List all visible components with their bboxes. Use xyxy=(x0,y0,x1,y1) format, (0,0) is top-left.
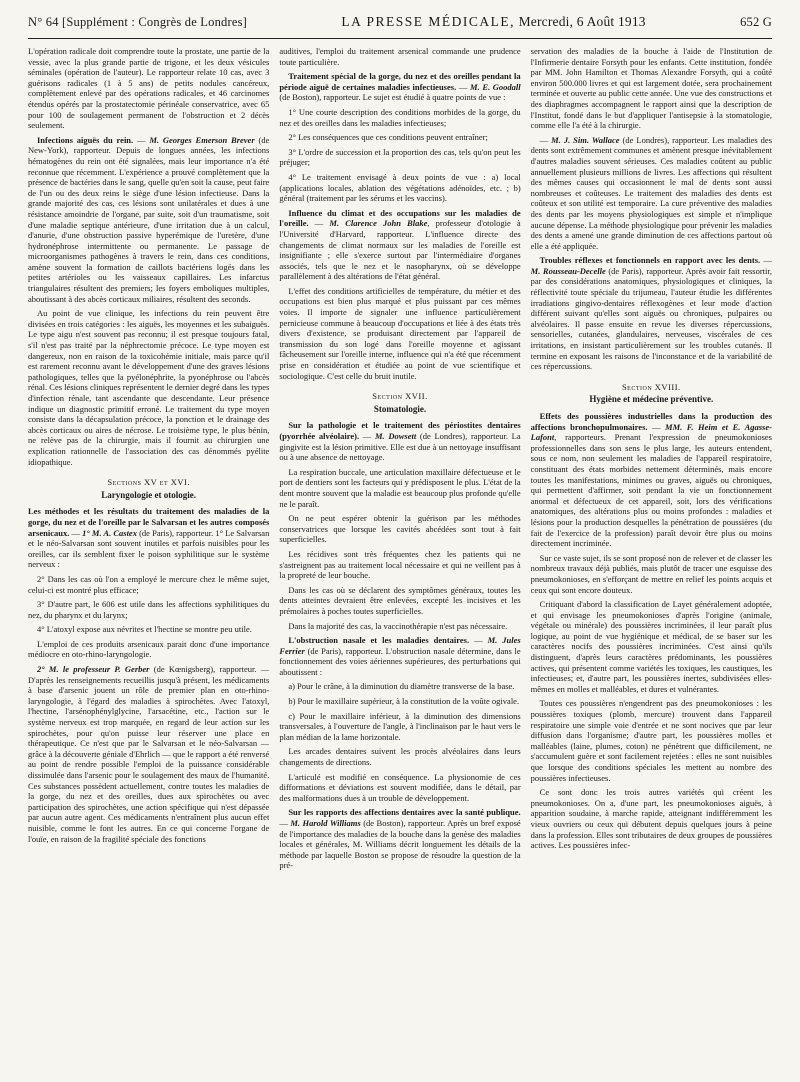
paragraph xyxy=(28,664,269,844)
author-name: MM. F. Heim et E. Agasse-Lafont xyxy=(530,421,772,443)
report-title: Les méthodes et les résultats du traitement des maladies de la gorge, du nez et de l'oreille par le Salvarsan et les autres composés arsenicaux. xyxy=(28,506,270,538)
paragraph-text: (de Paris), rapporteur. L'obstruction nasale détermine, dans le fonctionnement des voies aériennes supérieures, des perturbations qui aboutissent : xyxy=(279,645,521,677)
paragraph: Sur la pathologie et le traitement des périostites dentaires (pyorrhée alvéolaire). — M. Dowsett (de Londres), rapporteur. La gingivite est la lésion primitive. Elle est due à un nettoyage insuffisant ou à une absence de nettoyage. xyxy=(279,420,521,463)
paragraph: Infections aiguës du rein. — M. Georges Emerson Brever (de New-York), rapporteur. Depuis de longues années, les infections hématogènes du rein ont été signalées, mais leur importance n'a été reconnue que récemment. L'expérience a prouvé complètement que la présence de bactéries dans le sang, quelle qu'en soit la cause, peut faire de l'un ou des deux reins le siège d'une lésion infectieuse. Dans la grande majorité des cas, ces lésions sont unilatérales et dues à une résistance amoindrie de l'organe, par suite, soit d'un traumatisme, soit d'une maladie septique antérieure, d'une irritation due à un calcul, d'anurie, d'une obstruction passive hyperémique de l'uretère, d'une hydronéphrose intermittente ou permanente. Le passage de microorganismes pathogènes à travers le rein, dans ces conditions, amène souvent la formation de caillots bactériens logés dans les petites artérioles ou les vaisseaux capillaires. Les infarctus triangulaires résultent des premiers; les foyers emboliques multiples, aboutissant à des abcès corticaux miliaires, résultent des seconds. xyxy=(28,134,270,304)
paragraph-text: (de Boston), rapporteur. Après un bref exposé de l'importance des maladies de la bouche dans la genèse des maladies locales et générales, M. Williams décrit longuement les détails de la méthode par laquelle Boston se propose de résoudre la question de la pré- xyxy=(279,818,521,871)
report-title: Influence du climat et des occupations sur les maladies de l'oreille. xyxy=(279,207,521,229)
paragraph: 2° Dans les cas où l'on a employé le mercure chez le même sujet, celui-ci est montré plus efficace; xyxy=(28,573,270,595)
author-name: M. Jules Ferrier xyxy=(279,635,521,656)
paragraph: L'opération radicale doit comprendre toute la prostate, une partie de la vessie, avec la plus grande partie de trigone, et les deux vésicules séminales (opération de l'auteur). Le rapporteur relate 10 cas, avec 3 guérisons radicales (1 à 5 ans) de petits nodules cancéreux, complètement enlevé par des opérations radicales, et 46 carcinomes étendus opérés par la prostatectomie périnéale conservatrice, avec 65 pour 100 de soulagement permanent de l'obstruction et 2 décès seulement. xyxy=(28,46,270,131)
paragraph: Sur ce vaste sujet, ils se sont proposé non de relever et de classer les nombreux travaux déjà publiés, mais plutôt de tracer une esquisse des pneumokonioses, en s'efforçant de mettre en relief les points acquis et ceux qui sont encore douteux. xyxy=(530,552,772,595)
page-header xyxy=(28,14,772,36)
section-title: Hygiène et médecine préventive. xyxy=(589,394,714,405)
report-title: Traitement spécial de la gorge, du nez et des oreilles pendant la période aiguë de certaines maladies infectieuses. xyxy=(279,71,521,92)
paragraph-text: (de Kœnigsberg), rapporteur. — D'après les renseignements recueillis jusqu'à présent, les médicaments à base d'arsenic jouent un rôle de premier plan en oto-rhino-laryngologie, à l'égard des maladies à spirochètes. Avec l'atoxyl, l'hectine, l'arsénophénylglycine, l'arsacétine, etc., l'action sur le système nerveux est trop marquée, en regard de leur action sur les spirochètes, pour qu'on puisse leur réserver une place en thérapeutique. Ce n'est que par le Salvarsan et le néo-Salvarsan — grâce à la découverte géniale d'Ehrlich — que le rapport a été renversé au point de rendre possible l'emploi de la puissance considérable dissimulée dans l'arsenic pour le soulagement des maux de l'humanité. Ces substances possèdent actuellement, contre toutes les maladies de la gorge, du nez et des oreilles, dues aux spirochètes ou avec participation des spirochètes, une action spécifique qui n'est dépassée par aucun autre agent. Ces médicaments n'entraînent plus aucun effet nuisible, comme le font les autres. En ce qui concerne l'organe de l'ouïe, en raison de la fragilité spéciale des fonctions xyxy=(28,664,270,844)
report-title: L'obstruction nasale et les maladies dentaires. xyxy=(288,635,470,646)
paragraph: Sur les rapports des affections dentaires avec la santé publique. — M. Harold Williams (de Boston), rapporteur. Après un bref exposé de l'importance des maladies de la bouche dans la genèse des maladies locales et générales, M. Williams décrit longuement les détails de la méthode par laquelle Boston se propose de résoudre la question de la pré- xyxy=(279,807,521,871)
paragraph: Influence du climat et des occupations sur les maladies de l'oreille. — M. Clarence John Blake, professeur d'otologie à l'Université d'Harvard, rapporteur. L'influence directe des changements de climat normaux sur les maladies de l'oreille est insignifiante ; elle s'exerce surtout par l'intermédiaire d'organes associés, tels que le nez et le nasopharynx, où se développe parallèlement à des altérations de l'état général. xyxy=(279,207,521,282)
paragraph-text: (de Londres), rapporteur. Les maladies des dents sont extrêmement communes et amènent presque inévitablement d'autres maladies souvent sérieuses. Ces maladies coûtent au public annuellement plusieurs millions de livres. Les affections qui résultent des mêmes causes qui occasionnent le mal de dents sont aussi nombreuses et coûteuses. Le traitement des maladies des dents est coûteux et son utilité est temporaire. La cure préventive des maladies des dents par les moyens physiologiques est simple et n'implique aucune dépense. La méthode physiologique pour prévenir les maladies des dents a amené une grande diminution de ces affections partout où elle a été appliquée. xyxy=(530,134,772,251)
paragraph: 2° Les conséquences que ces conditions peuvent entraîner; xyxy=(288,132,488,143)
paragraph-text: (de New-York), rapporteur. Depuis de longues années, les infections hématogènes du rein ont été signalées, mais leur importance n'a été reconnue que récemment. L'expérience a prouvé complètement que la présence de bactéries dans le sang, quelle qu'en soit la cause, peut faire de l'un ou des deux reins le siège d'une lésion infectieuse. Dans la grande majorité des cas, ces lésions sont unilatérales et dues à une résistance amoindrie de l'organe, par suite, soit d'un traumatisme, soit d'une maladie septique antérieure, d'une irritation due à un calcul, d'anurie, d'une obstruction passive hyperémique de l'uretère, d'une hydronéphrose intermittente ou permanente. Le passage de microorganismes pathogènes à travers le rein, dans ces conditions, amène souvent la formation de caillots bactériens logés dans les petites artérioles ou les vaisseaux capillaires. Les infarctus triangulaires résultent des premiers; les foyers emboliques multiples, aboutissant à des abcès corticaux miliaires, résultent des seconds. xyxy=(28,134,270,304)
column-1 xyxy=(28,46,269,1076)
issue-number: N° 64 [Supplément : Congrès de Londres] xyxy=(28,15,248,29)
paragraph: Critiquant d'abord la classification de Layet généralement adoptée, et qui envisage les pneumokonioses d'après l'origine (animale, végétale ou minérale) des poussières incriminées, il leur paraît plus logique, au point de vue hygiénique et médical, de se baser sur les caractères nocifs des poussières incriminées. C'est ainsi qu'ils distinguent, d'après leurs caractères prédominants, les poussières actives, qui présentent comme variétés les toxiques, les caustiques, les infectieuses; et, d'autre part, les poussières inertes, subdivisées elles-mêmes en molles et malléables, et dures et vulnérantes. xyxy=(530,599,772,694)
paragraph: 3° D'autre part, le 606 est utile dans les affections syphilitiques du nez, du pharynx et du larynx; xyxy=(28,599,270,620)
paragraph-text: (de Paris), rapporteur. 1° Le Salvarsan et le néo-Salvarsan sont souvent inutiles et parfois nuisibles pour les oreilles, car ils semblent fixer le poison syphilitique sur le système nerveux : xyxy=(28,527,270,570)
paragraph: L'effet des conditions artificielles de température, du métier et des occupations est bien plus marqué et plus puissant par ces mêmes voies. Il importe de signaler une influence particulièrement pernicieuse commune à beaucoup d'occupations et liée à des états très divers d'existence, se produisant directement par l'appareil de transmission du son logé dans l'oreille moyenne et agissant fâcheusement sur l'oreille interne, influence qui n'a été que récemment prise en considération et étudiée au point de vue scientifique et sociologique. C'est celle du bruit inutile. xyxy=(279,285,521,381)
paragraph-text: (de Londres), rapporteur. La gingivite est la lésion primitive. Elle est due à un nettoyage insuffisant ou à une absence de nettoyage. xyxy=(279,431,521,463)
paragraph: c) Pour le maxillaire inférieur, à la diminution des dimensions transversales, à l'ouverture de l'angle, à l'inclinaison par le haut vers le plan médian de la lame horizontale. xyxy=(279,710,521,742)
author-name: M. Harold Williams xyxy=(290,818,361,828)
paragraph: L'emploi de ces produits arsenicaux parait donc d'une importance médiocre en oto-rhino-laryngologie. xyxy=(28,638,270,660)
author-name: M. Georges Emerson Brever xyxy=(149,134,255,145)
paragraph: L'obstruction nasale et les maladies dentaires. — M. Jules Ferrier (de Paris), rapporteur. L'obstruction nasale détermine, dans le fonctionnement des voies aériennes supérieures, des perturbations qui aboutissent : xyxy=(279,635,521,677)
header-rule xyxy=(28,38,772,39)
paragraph: L'articulé est modifié en conséquence. La physionomie de ces difformations et déviations est souvent modifiée, dans le détail, par des malformations dues à un trouble de développement. xyxy=(279,771,521,803)
column-3 xyxy=(531,46,772,1076)
paragraph-text: professeur d'otologie à l'Université d'Harvard, rapporteur. L'influence directe des changements de climat normaux sur les maladies de l'oreille est insignifiante ; elle s'exerce surtout par l'intermédiaire d'organes associés, tels que le nez et le nasopharynx, où se développe parallèlement à des altérations de l'état général. xyxy=(279,218,521,282)
paragraph: On ne peut espérer obtenir la guérison par les méthodes conservatrices que lorsque les cavités abcédées sont tout à fait superficielles. xyxy=(279,513,521,545)
paragraph: Ce sont donc les trois autres variétés qui créent les pneumokonioses. On a, d'une part, les pneumokonioses aiguës, à apparition soudaine, à marche rapide, atteignant indifféremment les vieux ouvriers ou ceux qui débutent depuis quelques jours à peine dans la profession. Elles sont tributaires de deux groupes de poussières actives. Les poussières infec- xyxy=(530,787,772,851)
report-title: Effets des poussières industrielles dans la production des affections bronchopulmonaires. xyxy=(530,411,772,432)
paragraph: Dans la majorité des cas, la vaccinothérapie n'est pas nécessaire. xyxy=(288,620,508,631)
section-label: Sections XV et XVI. xyxy=(107,477,190,488)
paragraph: Effets des poussières industrielles dans la production des affections bronchopulmonaires. — MM. F. Heim et E. Agasse-Lafont, rapporteurs. Prenant l'expression de pneumokonioses professionnelles dans son sens le plus large, les auteurs entendent, sous ce nom, non seulement les maladies de l'appareil respiratoire, constituant des états morbides nettement déterminés, mais encore toutes les manifestations, minimes ou graves, aiguës ou chroniques, qui permettent d'affirmer, soit pendant la vie un fonctionnement anormal et défectueux de cet appareil, soit, lors des vérifications anatomiques, des altérations plus ou moins profondes : maladies et lésions pour la production desquelles la pénétration de poussières (du fait de l'exercice de la profession) paraît devoir être plus ou moins directement incriminée. xyxy=(530,411,772,549)
paragraph-text: (de Boston), rapporteur. Le sujet est étudié à quatre points de vue : xyxy=(279,92,506,103)
paragraph-text: rapporteurs. Prenant l'expression de pneumokonioses professionnelles dans son sens le plus large, les auteurs entendent, sous ce nom, non seulement les maladies de l'appareil respiratoire, constituant des états morbides nettement déterminés, mais encore toutes les manifestations, minimes ou graves, aiguës ou chroniques, qui permettent d'affirmer, soit pendant la vie un fonctionnement anormal et défectueux de cet appareil, soit, lors des vérifications anatomiques, des altérations plus ou moins profondes : maladies et lésions pour la production desquelles la pénétration de poussières (du fait de l'exercice de la profession) paraît devoir être plus ou moins directement incriminée. xyxy=(530,432,772,549)
paragraph: Au point de vue clinique, les infections du rein peuvent être divisées en trois catégories : les aiguës, les moyennes et les subaiguës. Le type aigu n'est souvent pas reconnu; il est presque toujours fatal, s'il n'est pas traité par la néphrectomie précoce. Le type moyen est dangereux, non en raison de la toxicohémie initiale, mais parce qu'il est rarement reconnu avant le développement d'une des graves lésions pathologiques, telles que la pyélonéphrite, la pyonéphrose ou l'abcès rénal. Ces lésions cliniques représentent le dernier degré dans les types d'infection rénale, tant ascendante que descendante. Leur présence indique un diagnostic primitif erroné. Le traitement du type moyen consiste dans la décapsulation précoce, la ponction et le drainage des abcès corticaux ou aires de nécrose. Le troisième type, le plus bénin, ne relève pas de la chirurgie, mais il fournit au chirurgien une explication rationnelle de l'association des cas dénommés pyélite idiopathique. xyxy=(28,308,270,467)
author-name: M. Clarence John Blake xyxy=(329,218,428,229)
author-name: 1° M. A. Castex xyxy=(82,527,137,538)
report-title: Sur la pathologie et le traitement des périostites dentaires (pyorrhée alvéolaire). xyxy=(279,420,521,441)
section-title: Laryngologie et otologie. xyxy=(101,489,197,500)
paragraph: Traitement spécial de la gorge, du nez et des oreilles pendant la période aiguë de certaines maladies infectieuses. — M. E. Goodall (de Boston), rapporteur. Le sujet est étudié à quatre points de vue : xyxy=(279,71,521,103)
paragraph: Toutes ces poussières n'engendrent pas des pneumokonioses : les poussières toxiques (plomb, mercure) trouvent dans l'appareil respiratoire une simple voie d'entrée et ne sont nocives que par leur diffusion dans l'organisme; d'autre part, les poussières molles et malléables (laine, plumes, coton) ne pénètrent que difficilement, ne s'accumulent guère et sont facilement rejetées : elles ne sont nuisibles que lorsque des conditions spéciales les mettent au nombre des poussières infectieuses. xyxy=(530,698,772,783)
paragraph: a) Pour le crâne, à la diminution du diamètre transverse de la base. xyxy=(288,681,515,692)
paragraph: Les récidives sont très fréquentes chez les patients qui ne s'astreignent pas au traitement local nécessaire et qui ne veillent pas à la propreté de leur bouche. xyxy=(279,548,521,581)
text-columns xyxy=(28,46,772,1076)
paragraph: La respiration buccale, une articulation maxillaire défectueuse et le port de dentiers sont les facteurs qui y prédisposent le plus. L'état de la dent montre souvent que la maladie est beaucoup plus profonde qu'elle ne le paraît. xyxy=(279,466,521,509)
paragraph: auditives, l'emploi du traitement arsenical commande une prudence toute particulière. xyxy=(279,46,521,67)
author-name: 2° M. le professeur P. Gerber xyxy=(37,664,150,675)
section-label: Section XVII. xyxy=(372,391,428,402)
report-title: Infections aiguës du rein. xyxy=(37,134,134,145)
paragraph: b) Pour le maxillaire supérieur, à la constitution de la voûte ogivale. xyxy=(288,696,520,707)
paragraph: Les méthodes et les résultats du traitement des maladies de la gorge, du nez et de l'oreille par le Salvarsan et les autres composés arsenicaux. — 1° M. A. Castex (de Paris), rapporteur. 1° Le Salvarsan et le néo-Salvarsan sont souvent inutiles et parfois nuisibles pour les oreilles, car ils semblent fixer le poison syphilitique sur le système nerveux : xyxy=(28,506,270,570)
author-name: M. J. Sim. Wallace xyxy=(551,134,620,145)
paragraph: 4° Le traitement envisagé à deux points de vue : a) local (applications locales, ablation des végétations adénoïdes, etc. ; b) général (traitement par les sérums et les vaccins). xyxy=(279,171,521,204)
section-title: Stomatologie. xyxy=(373,403,427,414)
paragraph: 4° L'atoxyl expose aux névrites et l'hectine se montre peu utile. xyxy=(37,624,252,635)
paragraph-text: (de Paris), rapporteur. Après avoir fait ressortir, par des considérations anatomiques, physiologiques et cliniques, la réflectivité toute spéciale du trijumeau, l'auteur étudie les différentes irradiations gingivo-dentaires réflexogènes et leur mode d'action différent suivant qu'elles sont aiguës ou chroniques, pulpaires ou alvéolaires. Il passe ensuite en revue les diverses répercussions, sensorielles, cutanées, glandulaires, nerveuses, viscérales de ces irritations, en insistant particulièrement sur les troubles cutanés. Il termine en exposant les raisons de l'inconstance et de la variabilité de ces répercussions. xyxy=(530,265,772,372)
column-2 xyxy=(279,46,520,1076)
report-title: Troubles réflexes et fonctionnels en rapport avec les dents. xyxy=(539,255,761,266)
issue-date: Mercredi, 6 Août 1913 xyxy=(518,14,646,29)
journal-title: LA PRESSE MÉDICALE, xyxy=(341,14,515,29)
paragraph: Troubles réflexes et fonctionnels en rapport avec les dents. — M. Rousseau-Decelle (de Paris), rapporteur. Après avoir fait ressortir, par des considérations anatomiques, physiologiques et cliniques, la réflectivité toute spéciale du trijumeau, l'auteur étudie les différentes irradiations gingivo-dentaires réflexogènes et leur mode d'action différent suivant qu'elles sont aiguës ou chroniques, pulpaires ou alvéolaires. Il passe ensuite en revue les diverses répercussions, sensorielles, cutanées, glandulaires, nerveuses, viscérales de ces irritations, en insistant particulièrement sur les troubles cutanés. Il termine en exposant les raisons de l'inconstance et de la variabilité de ces répercussions. xyxy=(530,255,772,372)
paragraph: Dans les cas où se déclarent des symptômes généraux, toutes les dents atteintes devraient être enlevées, excepté les incisives et les prémolaires à poches toutes superficielles. xyxy=(279,584,521,616)
report-title: Sur les rapports des affections dentaires avec la santé publique. xyxy=(288,807,521,818)
masthead xyxy=(247,14,740,30)
page-number: 652 G xyxy=(740,15,772,29)
paragraph: — M. J. Sim. Wallace (de Londres), rapporteur. Les maladies des dents sont extrêmement communes et amènent presque inévitablement d'autres maladies souvent sérieuses. Ces maladies coûtent au public annuellement plusieurs millions de livres. Les affections qui résultent des mêmes causes qui occasionnent le mal de dents sont aussi nombreuses et coûteuses. Le traitement des maladies des dents est coûteux et son utilité est temporaire. La cure préventive des maladies des dents par les moyens physiologiques est simple et n'implique aucune dépense. La méthode physiologique pour prévenir les maladies des dents a amené une grande diminution de ces affections partout où elle a été appliquée. xyxy=(530,134,772,251)
paragraph: 3° L'ordre de succession et la proportion des cas, tels qu'on peut les préjuger; xyxy=(279,146,521,168)
paragraph: 1° Une courte description des conditions morbides de la gorge, du nez et des oreilles dans les maladies infectieuses; xyxy=(279,106,521,128)
section-label: Section XVIII. xyxy=(621,381,681,392)
paragraph: Les arcades dentaires suivent les procès alvéolaires dans leurs changements de directions. xyxy=(279,746,521,768)
author-name: M. Rousseau-Decelle xyxy=(530,265,606,276)
author-name: M. E. Goodall xyxy=(470,81,521,92)
author-name: M. Dowsett xyxy=(374,431,417,441)
paragraph: servation des maladies de la bouche à l'aide de l'Institution de l'Infirmerie dentaire Forsyth pour les enfants. Cette institution, fondée par MM. John Hamilton et Thomas Alexandre Forsyth, qui a coûté environ 500.000 livres et qui est largement dotée, sera prochainement terminée et ouverte au public cette année. Une vue des constructions et des diaphragmes accompagnent le rapport ainsi que la description de l'Institut, fondé dans le but d'appliquer l'antisepsie à la stomatologie, comme elle l'a été à la chirurgie. xyxy=(530,46,772,131)
